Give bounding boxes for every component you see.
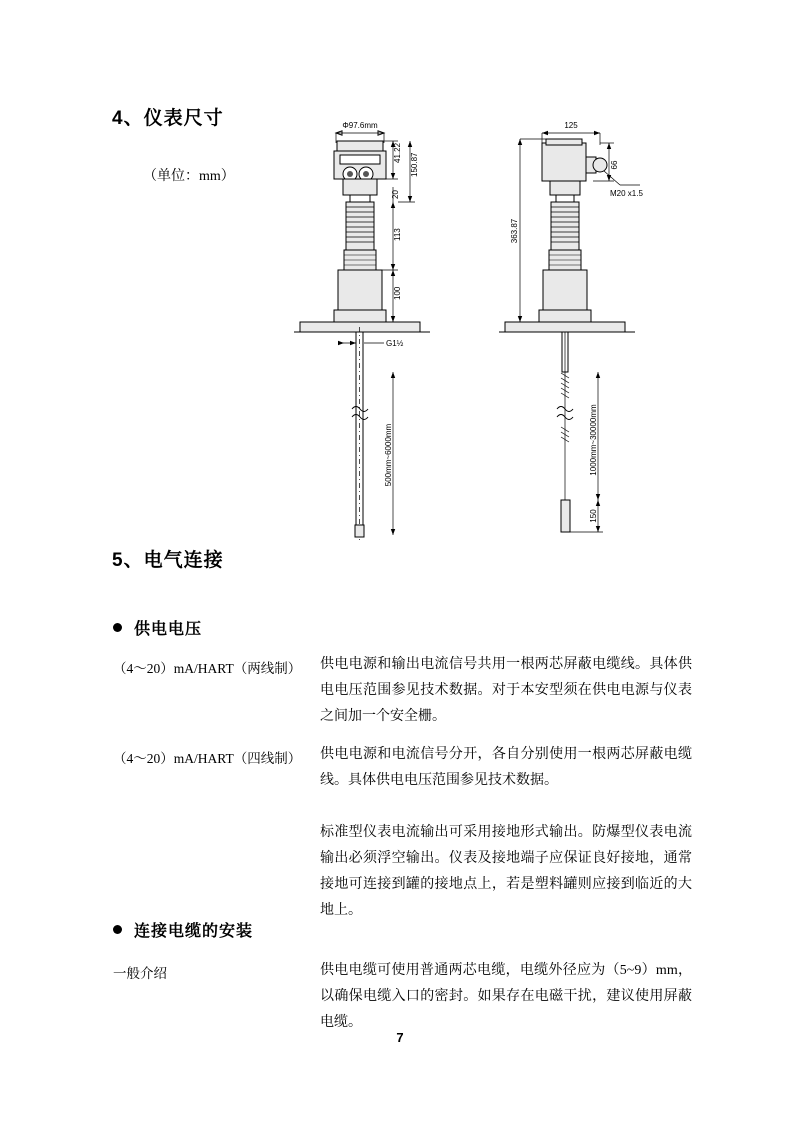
entry-text-general-intro: 供电电缆可使用普通两芯电缆，电缆外径应为（5~9）mm，以确保电缆入口的密封。如果存在电磁干扰，建议使用屏蔽电缆。: [320, 963, 692, 1030]
section-heading-electrical: 5、电气连接: [112, 550, 224, 571]
instrument-dimension-drawing: [280, 95, 700, 555]
dim-150: 150: [589, 509, 598, 523]
page-number: 7: [396, 1030, 404, 1045]
dim-diameter: Φ97.6mm: [342, 121, 378, 130]
dim-66: 66: [610, 160, 619, 170]
dim-113: 113: [393, 228, 402, 241]
bullet-cable-install-label: 连接电缆的安装: [134, 923, 254, 940]
bullet-dot-icon: [113, 623, 122, 632]
entry-text-grounding: 标准型仪表电流输出可采用接地形式输出。防爆型仪表电流输出必须浮空输出。仪表及接地端子应保证良好接地，通常接地可连接到罐的接地点上，若是塑料罐则应接到临近的大地上。: [320, 825, 692, 918]
entry-label-four-wire: （4～20）mA/HART（四线制）: [113, 751, 302, 766]
entry-text-two-wire: 供电电源和输出电流信号共用一根两芯屏蔽电缆线。具体供电电压范围参见技术数据。对于本安型须在供电电源与仪表之间加一个安全栅。: [320, 657, 692, 724]
section-heading-dimensions: 4、仪表尺寸: [112, 108, 224, 129]
dim-100: 100: [393, 286, 402, 300]
dim-125: 125: [564, 121, 578, 130]
bullet-cable-install: [113, 918, 253, 941]
bullet-dot-icon: [113, 925, 122, 934]
bullet-supply-voltage-label: 供电电压: [134, 621, 203, 638]
dim-g-thread: G1½: [386, 339, 404, 348]
bullet-supply-voltage: [113, 616, 202, 639]
entry-label-general-intro: 一般介绍: [113, 966, 167, 981]
unit-note: （单位：mm）: [143, 169, 235, 184]
dim-probe-length-right: 1000mm~30000mm: [589, 404, 598, 476]
dim-41-22: 41.22: [393, 142, 402, 163]
dim-150-87: 150.87: [410, 152, 419, 177]
entry-text-four-wire: 供电电源和电流信号分开，各自分别使用一根两芯屏蔽电缆线。具体供电电压范围参见技术数据。: [320, 747, 692, 788]
dim-363-87: 363.87: [510, 218, 519, 244]
dim-probe-length-left: 500mm~6000mm: [384, 423, 393, 487]
dim-m20: M20 x1.5: [610, 189, 643, 198]
dim-20: 20: [391, 190, 400, 199]
entry-label-two-wire: （4～20）mA/HART（两线制）: [113, 661, 302, 676]
